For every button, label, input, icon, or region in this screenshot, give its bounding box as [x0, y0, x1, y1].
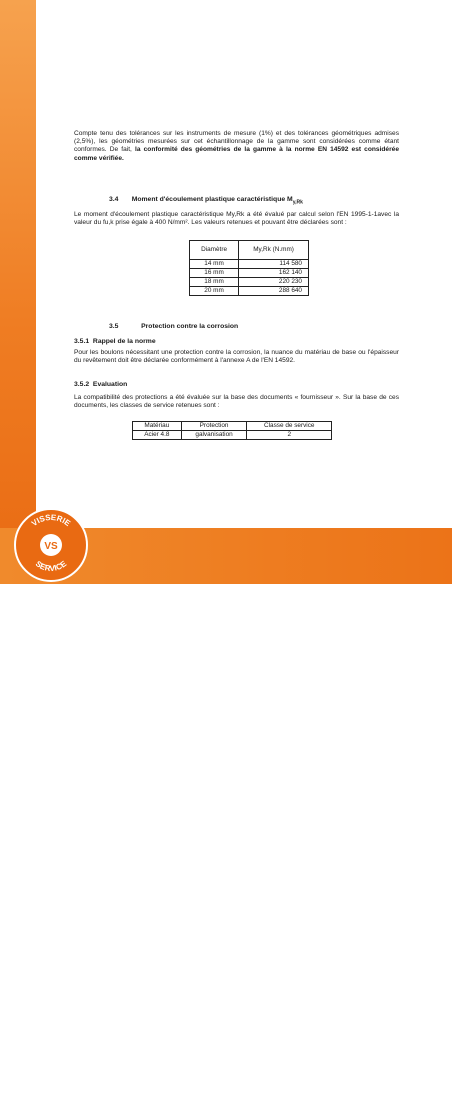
moment-table — [189, 240, 309, 296]
table-header: Classe de service — [247, 422, 332, 431]
table-row — [190, 278, 309, 287]
table-row — [190, 260, 309, 269]
table-header-row — [133, 422, 332, 431]
table-cell: 288 640 — [239, 287, 309, 296]
table-header: Matériau — [133, 422, 182, 431]
section-number: 3.5.1 — [74, 338, 90, 345]
table-cell: 220 230 — [239, 278, 309, 287]
footer-contact: www.vis-express.fr - www.visserie-service.fr - mail: service.client@visserie-service.fr — [118, 1094, 349, 1101]
table-cell: 20 mm — [190, 287, 239, 296]
table-header: Diamètre — [190, 241, 239, 260]
table-cell: 114 580 — [239, 260, 309, 269]
table-cell: galvanisation — [181, 431, 247, 440]
table-cell: 16 mm — [190, 269, 239, 278]
section-3-4-heading — [109, 196, 303, 207]
table-header: My,Rk (N.mm) — [239, 241, 309, 260]
table-row — [190, 287, 309, 296]
table-cell: 162 140 — [239, 269, 309, 278]
section-3-5-2-heading — [74, 381, 127, 389]
section-title: Protection contre la corrosion — [141, 323, 239, 330]
section-3-4-paragraph: Le moment d'écoulement plastique caractéristique My,Rk a été évalué par calcul selon l'EN 1995-1-1avec la valeur du fu,k prise égale à 400 N/mm². Les valeurs retenues et pouvant être déclarées sont : — [74, 211, 399, 227]
table-cell: 2 — [247, 431, 332, 440]
svg-text:SERVICE: SERVICE — [33, 559, 69, 574]
footer-address: VISSERIE SERVICE - ZA Nord 72300 PARCÉ/SARTHE - FRANCE - — [118, 1084, 322, 1091]
table-cell: 18 mm — [190, 278, 239, 287]
table-header: Protection — [181, 422, 247, 431]
orange-sidebar — [0, 0, 36, 584]
table-cell: 14 mm — [190, 260, 239, 269]
section-3-5-heading — [109, 323, 238, 331]
service-class-table — [132, 421, 332, 440]
section-number: 3.5 — [109, 323, 119, 330]
section-number: 3.5.2 — [74, 381, 90, 388]
table-header-row — [190, 241, 309, 260]
section-3-5-1-paragraph: Pour les boulons nécessitant une protection contre la corrosion, la nuance du matériau de base ou l'épaisseur du revêtement doit être déclarée conformément à l'annexe A de l'EN 14592. — [74, 349, 399, 365]
section-title: Evaluation — [92, 381, 128, 388]
section-title: Rappel de la norme — [92, 338, 156, 345]
section-3-5-2-paragraph: La compatibilité des protections a été évaluée sur la base des documents « fournisseur ». Sur la base de ces documents, les classes de service retenues sont : — [74, 394, 399, 410]
section-title-subscript: y,Rk — [292, 199, 303, 206]
section-3-5-1-heading — [74, 338, 156, 346]
table-row — [133, 431, 332, 440]
svg-text:VISSERIE: VISSERIE — [29, 512, 73, 529]
section-title: Moment d'écoulement plastique caractéristique M — [131, 196, 293, 203]
intro-text: Compte tenu des tolérances sur les instruments de mesure (1%) et des tolérances géométriques admises (2,5%), les géométries mesurées sur cet échantillonnage de la gamme sont considérées comme étant conformes. De fait, — [74, 130, 399, 154]
table-row — [190, 269, 309, 278]
intro-paragraph — [74, 130, 399, 163]
svg-text:VS: VS — [44, 541, 58, 552]
intro-conclusion: la conformité des géométries de la gamme à la norme EN 14592 est considérée comme vérifiée. — [74, 146, 400, 162]
visserie-service-logo — [14, 508, 88, 582]
section-number: 3.4 — [109, 196, 119, 203]
table-cell: Acier 4.8 — [133, 431, 182, 440]
